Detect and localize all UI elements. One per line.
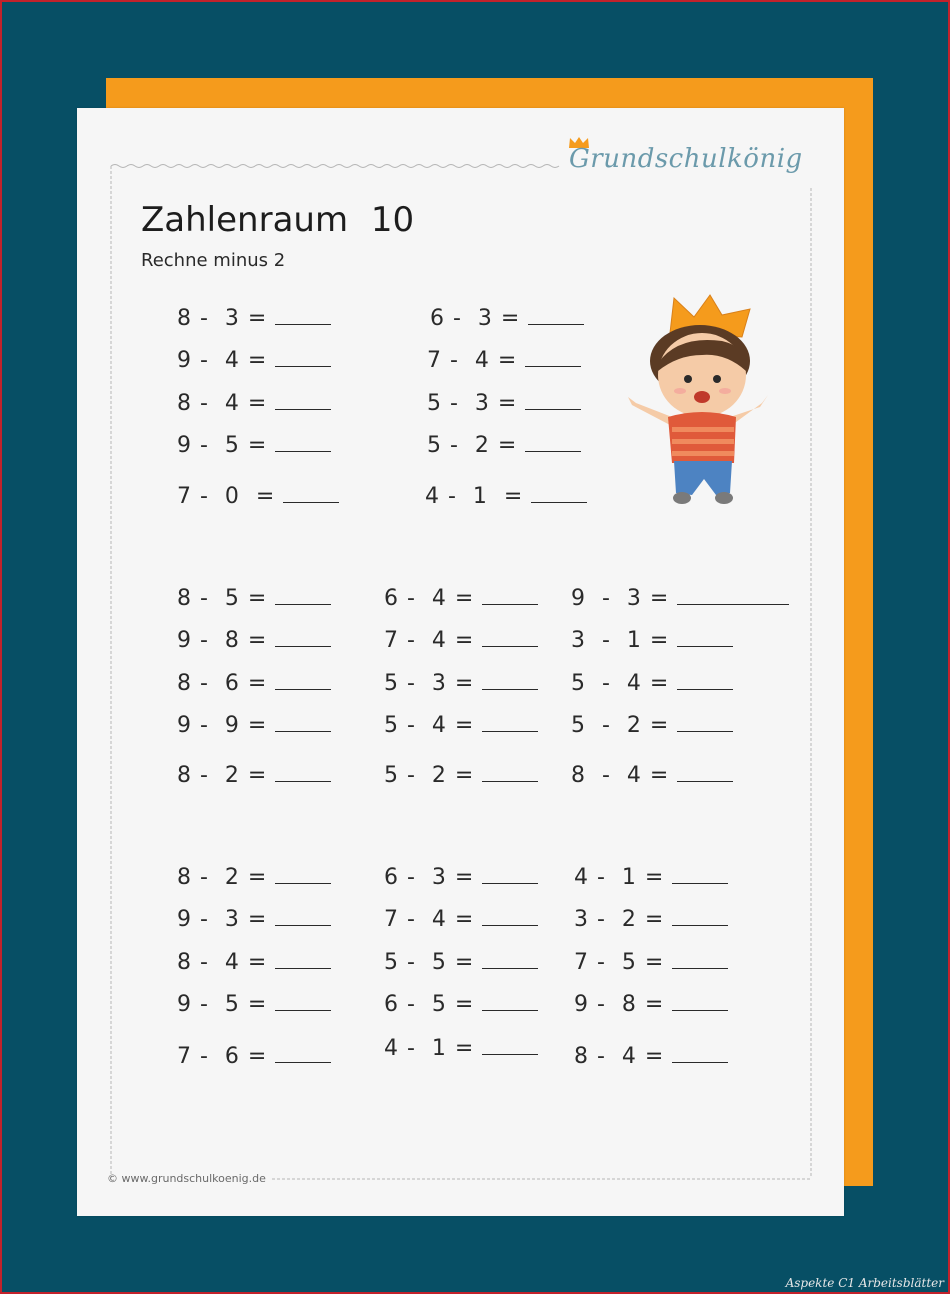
math-problem: 7 - 4 = bbox=[384, 907, 538, 932]
answer-blank[interactable] bbox=[672, 865, 728, 884]
answer-blank[interactable] bbox=[672, 950, 728, 969]
math-problem: 9 - 8 = bbox=[177, 628, 331, 653]
math-problem: 9 - 5 = bbox=[177, 433, 331, 458]
answer-blank[interactable] bbox=[275, 907, 331, 926]
math-problem: 8 - 5 = bbox=[177, 586, 331, 611]
math-problem: 9 - 5 = bbox=[177, 992, 331, 1017]
answer-blank[interactable] bbox=[677, 586, 789, 605]
answer-blank[interactable] bbox=[482, 992, 538, 1011]
answer-blank[interactable] bbox=[525, 348, 581, 367]
math-problem: 8 - 4 = bbox=[177, 950, 331, 975]
math-problem: 7 - 4 = bbox=[384, 628, 538, 653]
answer-blank[interactable] bbox=[672, 1044, 728, 1063]
answer-blank[interactable] bbox=[677, 763, 733, 782]
math-problem: 8 - 6 = bbox=[177, 671, 331, 696]
answer-blank[interactable] bbox=[275, 950, 331, 969]
math-problem: 9 - 8 = bbox=[574, 992, 728, 1017]
answer-blank[interactable] bbox=[482, 586, 538, 605]
worksheet-subtitle: Rechne minus 2 bbox=[141, 250, 286, 271]
math-problem: 5 - 3 = bbox=[384, 671, 538, 696]
math-problem: 5 - 3 = bbox=[427, 391, 581, 416]
answer-blank[interactable] bbox=[677, 671, 733, 690]
math-problem: 6 - 5 = bbox=[384, 992, 538, 1017]
math-problem: 7 - 0 = bbox=[177, 484, 339, 509]
footer-url: © www.grundschulkoenig.de bbox=[107, 1172, 266, 1185]
answer-blank[interactable] bbox=[482, 865, 538, 884]
answer-blank[interactable] bbox=[275, 671, 331, 690]
worksheet-title: Zahlenraum 10 bbox=[141, 200, 415, 240]
watermark: Aspekte C1 Arbeitsblätter bbox=[785, 1276, 944, 1290]
answer-blank[interactable] bbox=[275, 586, 331, 605]
math-problem: 8 - 4 = bbox=[574, 1044, 728, 1069]
math-problem: 3 - 1 = bbox=[571, 628, 733, 653]
answer-blank[interactable] bbox=[275, 992, 331, 1011]
answer-blank[interactable] bbox=[283, 484, 339, 503]
answer-blank[interactable] bbox=[482, 763, 538, 782]
math-problem: 6 - 4 = bbox=[384, 586, 538, 611]
answer-blank[interactable] bbox=[482, 671, 538, 690]
answer-blank[interactable] bbox=[672, 992, 728, 1011]
math-problem: 4 - 1 = bbox=[384, 1036, 538, 1061]
math-problem: 6 - 3 = bbox=[384, 865, 538, 890]
math-problem: 9 - 3 = bbox=[571, 586, 789, 611]
math-problem: 6 - 3 = bbox=[430, 306, 584, 331]
math-problem: 8 - 2 = bbox=[177, 763, 331, 788]
answer-blank[interactable] bbox=[531, 484, 587, 503]
math-problem: 4 - 1 = bbox=[574, 865, 728, 890]
answer-blank[interactable] bbox=[275, 391, 331, 410]
math-problem: 5 - 2 = bbox=[427, 433, 581, 458]
answer-blank[interactable] bbox=[677, 713, 733, 732]
math-problem: 8 - 3 = bbox=[177, 306, 331, 331]
answer-blank[interactable] bbox=[672, 907, 728, 926]
math-problem: 7 - 6 = bbox=[177, 1044, 331, 1069]
boy-with-crown-illustration bbox=[622, 293, 772, 508]
worksheet-page bbox=[77, 108, 844, 1216]
answer-blank[interactable] bbox=[275, 865, 331, 884]
math-problem: 9 - 9 = bbox=[177, 713, 331, 738]
math-problem: 9 - 4 = bbox=[177, 348, 331, 373]
math-problem: 7 - 5 = bbox=[574, 950, 728, 975]
answer-blank[interactable] bbox=[275, 628, 331, 647]
math-problem: 5 - 4 = bbox=[384, 713, 538, 738]
answer-blank[interactable] bbox=[525, 433, 581, 452]
math-problem: 4 - 1 = bbox=[425, 484, 587, 509]
math-problem: 5 - 2 = bbox=[571, 713, 733, 738]
math-problem: 8 - 4 = bbox=[177, 391, 331, 416]
brand-logo: Grundschulkönig bbox=[569, 144, 803, 174]
answer-blank[interactable] bbox=[525, 391, 581, 410]
answer-blank[interactable] bbox=[482, 713, 538, 732]
answer-blank[interactable] bbox=[528, 306, 584, 325]
answer-blank[interactable] bbox=[482, 628, 538, 647]
math-problem: 9 - 3 = bbox=[177, 907, 331, 932]
answer-blank[interactable] bbox=[275, 433, 331, 452]
math-problem: 7 - 4 = bbox=[427, 348, 581, 373]
math-problem: 5 - 4 = bbox=[571, 671, 733, 696]
answer-blank[interactable] bbox=[482, 950, 538, 969]
answer-blank[interactable] bbox=[275, 306, 331, 325]
answer-blank[interactable] bbox=[482, 1036, 538, 1055]
answer-blank[interactable] bbox=[482, 907, 538, 926]
answer-blank[interactable] bbox=[275, 348, 331, 367]
math-problem: 5 - 5 = bbox=[384, 950, 538, 975]
math-problem: 8 - 2 = bbox=[177, 865, 331, 890]
answer-blank[interactable] bbox=[275, 1044, 331, 1063]
answer-blank[interactable] bbox=[275, 763, 331, 782]
answer-blank[interactable] bbox=[275, 713, 331, 732]
math-problem: 5 - 2 = bbox=[384, 763, 538, 788]
math-problem: 3 - 2 = bbox=[574, 907, 728, 932]
math-problem: 8 - 4 = bbox=[571, 763, 733, 788]
answer-blank[interactable] bbox=[677, 628, 733, 647]
